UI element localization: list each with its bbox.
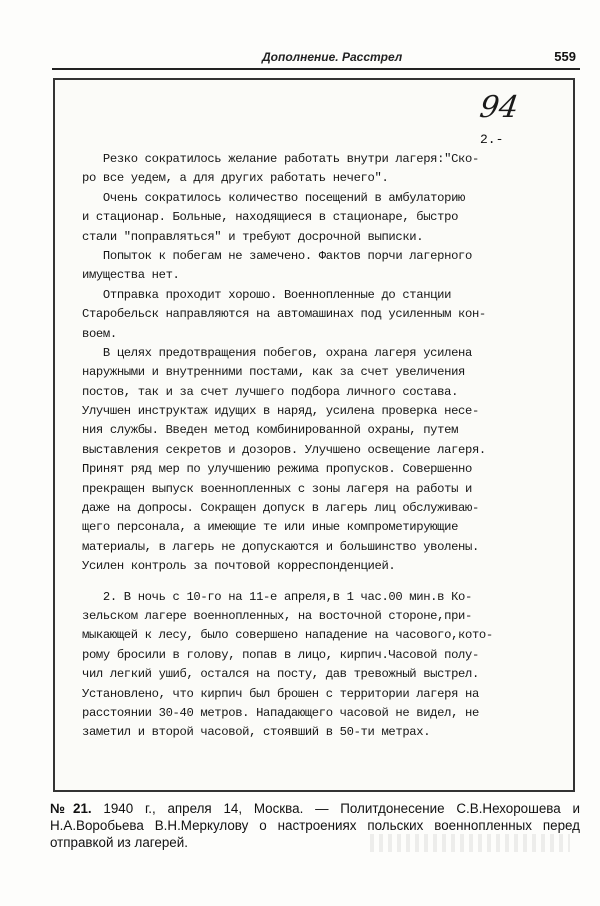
- running-header: [52, 40, 580, 70]
- text-line: и стационар. Больные, находящиеся в стационаре, быстро: [82, 210, 459, 225]
- text-line: Попыток к побегам не замечено. Фактов порчи лагерного: [82, 248, 472, 263]
- text-line: Усилен контроль за почтовой корреспонденцией.: [82, 559, 396, 574]
- header-title: Дополнение. Расстрел: [262, 50, 403, 64]
- text-line: Отправка проходит хорошо. Военнопленные до станции: [82, 287, 452, 302]
- paragraph-gap: [82, 577, 554, 588]
- text-line: рому бросили в голову, попав в лицо, кирпич.Часовой полу-: [82, 647, 479, 662]
- text-line: Улучшен инструктаж идущих в наряд, усилена проверка несе-: [82, 404, 479, 419]
- text-line: прекращен выпуск военнопленных с зоны лагеря на работы и: [82, 481, 472, 496]
- text-line: Резко сократилось желание работать внутри лагеря:"Ско-: [82, 152, 479, 166]
- text-line: мыкающей к лесу, было совершено нападение на часового,кото-: [82, 628, 493, 643]
- text-line: ро все уедем, а для других работать нечего".: [82, 171, 389, 186]
- text-line: выставления секретов и дозоров. Улучшено освещение лагеря.: [82, 442, 486, 457]
- text-line: Очень сократилось количество посещений в амбулаторию: [82, 190, 466, 205]
- text-line: имущества нет.: [82, 268, 180, 283]
- text-line: В целях предотвращения побегов, охрана лагеря усилена: [82, 345, 472, 360]
- text-line: щего персонала, а имеющие те или иные компрометирующие: [82, 520, 459, 535]
- text-line: даже на допросы. Сокращен допуск в лагерь лиц обслуживаю-: [82, 501, 479, 516]
- text-line: заметил и второй часовой, стоявший в 50-ти метрах.: [82, 725, 431, 740]
- page-number: 559: [554, 49, 576, 64]
- text-line: Установлено, что кирпич был брошен с территории лагеря на: [82, 686, 479, 701]
- text-line: Старобельск направляются на автомашинах под усиленным кон-: [82, 307, 486, 322]
- document-number: №21.: [50, 801, 92, 816]
- text-line: зельском лагере военнопленных, на восточной стороне,при-: [82, 608, 472, 623]
- sheet-page-number: 2.-: [480, 132, 504, 147]
- typewritten-body: [82, 150, 554, 743]
- text-line: 2. В ночь с 10-го на 11-е апреля,в 1 час.00 мин.в Ко-: [82, 589, 472, 604]
- text-line: ния службы. Введен метод комбинированной охраны, путем: [82, 423, 459, 438]
- text-line: Принят ряд мер по улучшению режима пропусков. Совершенно: [82, 462, 472, 477]
- text-line: расстоянии 30-40 метров. Нападающего часовой не видел, не: [82, 705, 479, 720]
- text-line: наружными и внутренними постами, как за счет увеличения: [82, 365, 466, 380]
- text-line: постов, так и за счет лучшего подбора личного состава.: [82, 384, 459, 399]
- text-line: чил легкий ушиб, остался на посту, дав тревожный выстрел.: [82, 667, 479, 682]
- text-line: стали "поправляться" и требуют досрочной выписки.: [82, 229, 424, 244]
- faint-bleedthrough: [370, 834, 570, 852]
- text-line: воем.: [82, 326, 117, 341]
- caption-text: 1940 г., апреля 14, Москва. — Политдонесение С.В.Нехорошева и Н.А.Воробьева В.Н.Меркулову о настроениях польских военнопленных перед отправкой из лагерей.: [50, 801, 580, 850]
- handwritten-archive-number: 94: [477, 90, 521, 125]
- text-line: материалы, в лагерь не допускаются и большинство уволены.: [82, 539, 479, 554]
